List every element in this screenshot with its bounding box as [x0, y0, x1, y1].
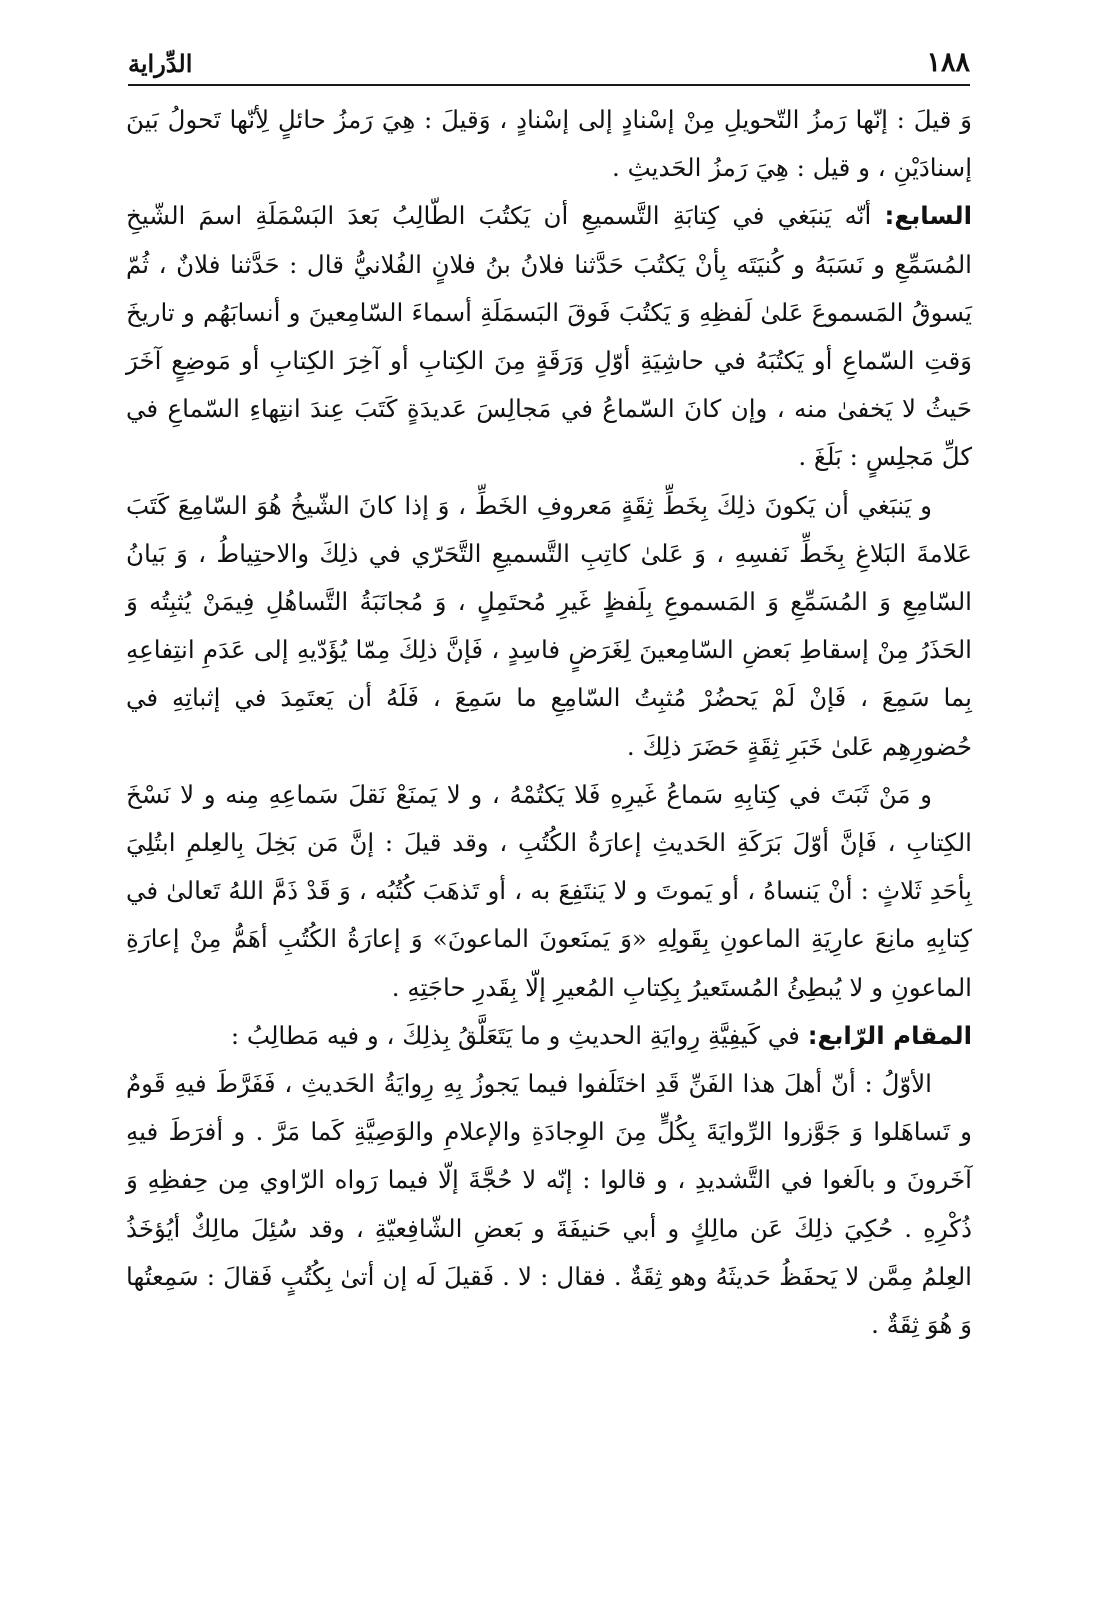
- paragraph-fourth-station: [126, 1012, 972, 1060]
- paragraph-text: في كَيفِيَّةِ رِوايَةِ الحديثِ و ما يَتَعَلَّقُ بِذلِكَ ، و فيه مَطالِبُ :: [230, 1020, 808, 1050]
- page-number: ١٨٨: [926, 47, 970, 78]
- running-header: [128, 42, 970, 86]
- paragraph-text: الأوّلُ : أنّ أهلَ هذا الفَنِّ قَدِ اختَلَفوا فيما يَجوزُ بِهِ رِوايَةُ الحَديثِ ، فَفَرَّطَ فيهِ قَومٌ و تَساهَلوا وَ جَوَّزوا الرِّوايَةَ بِكُلٍّ مِنَ الوِجادَةِ والإعلامِ والوَصِيَّةِ كَما مَرَّ . و أفرَطَ فيهِ آخَرونَ و بالَغوا في التَّشديدِ ، و قالوا : إنّه لا حُجَّةَ إلّا فيما رَواه الرّاوي مِن حِفظِهِ وَ ذُكْرِهِ . حُكِيَ ذلِكَ عَن مالِكٍ و أبي حَنيفَةَ و بَعضِ الشّافِعيّةِ ، وقد سُئِلَ مالِكٌ أيُؤخَذُ العِلمُ مِمَّن لا يَحفَظُ حَديثَهُ وهو ثِقَةٌ . فقال : لا . فَقيلَ لَه إن أتىٰ بِكُتُبٍ فَقالَ : سَمِعتُها وَ هُوَ ثِقَةٌ .: [126, 1069, 972, 1340]
- book-title: الدِّراية: [128, 49, 193, 78]
- text-body: [126, 96, 972, 1349]
- paragraph-seventh: [126, 192, 972, 481]
- paragraph-text: وَ قيلَ : إنّها رَمزُ التّحويلِ مِنْ إسْنادٍ إلى إسْنادٍ ، وَقيلَ : هِيَ رَمزُ حائلٍ لِأنّها تَحولُ بَينَ إسنادَيْنِ ، و قيل : هِيَ رَمزُ الحَديثِ .: [126, 105, 972, 183]
- paragraph-text: و يَنبَغي أن يَكونَ ذلِكَ بِخَطِّ ثِقَةٍ مَعروفِ الخَطِّ ، وَ إذا كانَ الشّيخُ هُوَ السّامِعَ كَتَبَ عَلامةَ البَلاغِ بِخَطِّ نَفسِهِ ، وَ عَلىٰ كاتِبِ التَّسميعِ التَّحَرّي في ذلِكَ والاحتِياطُ ، وَ بَيانُ السّامِعِ وَ المُسَمِّعِ وَ المَسموعِ بِلَفظٍ غَيرِ مُحتَمِلٍ ، وَ مُجانَبَةُ التَّساهُلِ فِيمَنْ يُثبِتُه وَ الحَذَرُ مِنْ إسقاطِ بَعضِ السّامِعينَ لِغَرَضٍ فاسِدٍ ، فَإنَّ ذلِكَ مِمّا يُؤَدّيهِ إلى عَدَمِ انتِفاعِهِ بِما سَمِعَ ، فَإنْ لَمْ يَحضُرْ مُثبِتُ السّامِعِ ما سَمِعَ ، فَلَهُ أن يَعتَمِدَ في إثباتِهِ في حُضورِهِم عَلىٰ خَبَرِ ثِقَةٍ حَضَرَ ذلِكَ .: [126, 490, 972, 761]
- paragraph-lending-books: [126, 771, 972, 1012]
- paragraph-handwriting: [126, 482, 972, 771]
- paragraph-isnad-symbol: [126, 96, 972, 192]
- section-lead: السابع:: [884, 201, 972, 231]
- section-lead: المقام الرّابع:: [807, 1020, 972, 1050]
- paragraph-first-topic: [126, 1060, 972, 1349]
- paragraph-text: أنّه يَنبَغي في كِتابَةِ التَّسميعِ أن يَكتُبَ الطّالِبُ بَعدَ البَسْمَلَةِ اسمَ الشّيخِ المُسَمِّعِ و نَسَبَهُ و كُنيَتَه بِأنْ يَكتُبَ حَدَّثنا فلانُ بنُ فلانٍ الفُلانيُّ قال : حَدَّثنا فلانٌ ، ثُمّ يَسوقُ المَسموعَ عَلىٰ لَفظِهِ وَ يَكتُبَ فَوقَ البَسمَلَةِ أسماءَ السّامِعينَ و أنسابَهُم و تاريخَ وَقتِ السّماعِ أو يَكتُبَهُ في حاشِيَةِ أوّلِ وَرَقَةٍ مِنَ الكِتابِ أو آخِرَ الكِتابِ أو مَوضِعٍ آخَرَ حَيثُ لا يَخفىٰ منه ، وإن كانَ السّماعُ في مَجالِسَ عَديدَةٍ كَتَبَ عِندَ انتِهاءِ السّماعِ في كلِّ مَجلِسٍ : بَلَغَ .: [126, 201, 972, 472]
- paragraph-text: و مَنْ ثَبَتَ في كِتابِهِ سَماعُ غَيرِهِ فَلا يَكتُمْهُ ، و لا يَمنَعْ نَقلَ سَماعِهِ مِنه و لا نَسْخَ الكِتابِ ، فَإنَّ أوّلَ بَرَكَةِ الحَديثِ إعارَةُ الكُتُبِ ، وقد قيلَ : إنَّ مَن بَخِلَ بِالعِلمِ ابتُلِيَ بِأحَدِ ثَلاثٍ : أنْ يَنساهُ ، أو يَموتَ و لا يَنتَفِعَ به ، أو تَذهَبَ كُتُبُه ، وَ قَدْ ذَمَّ اللهُ تَعالىٰ في كِتابِهِ مانِعَ عارِيَةِ الماعونِ بِقَولِهِ «وَ يَمنَعونَ الماعونَ» وَ إعارَةُ الكُتُبِ أهَمُّ مِنْ إعارَةِ الماعونِ و لا يُبطِئُ المُستَعيرُ بِكِتابِ المُعيرِ إلّا بِقَدرِ حاجَتِهِ .: [126, 779, 972, 1002]
